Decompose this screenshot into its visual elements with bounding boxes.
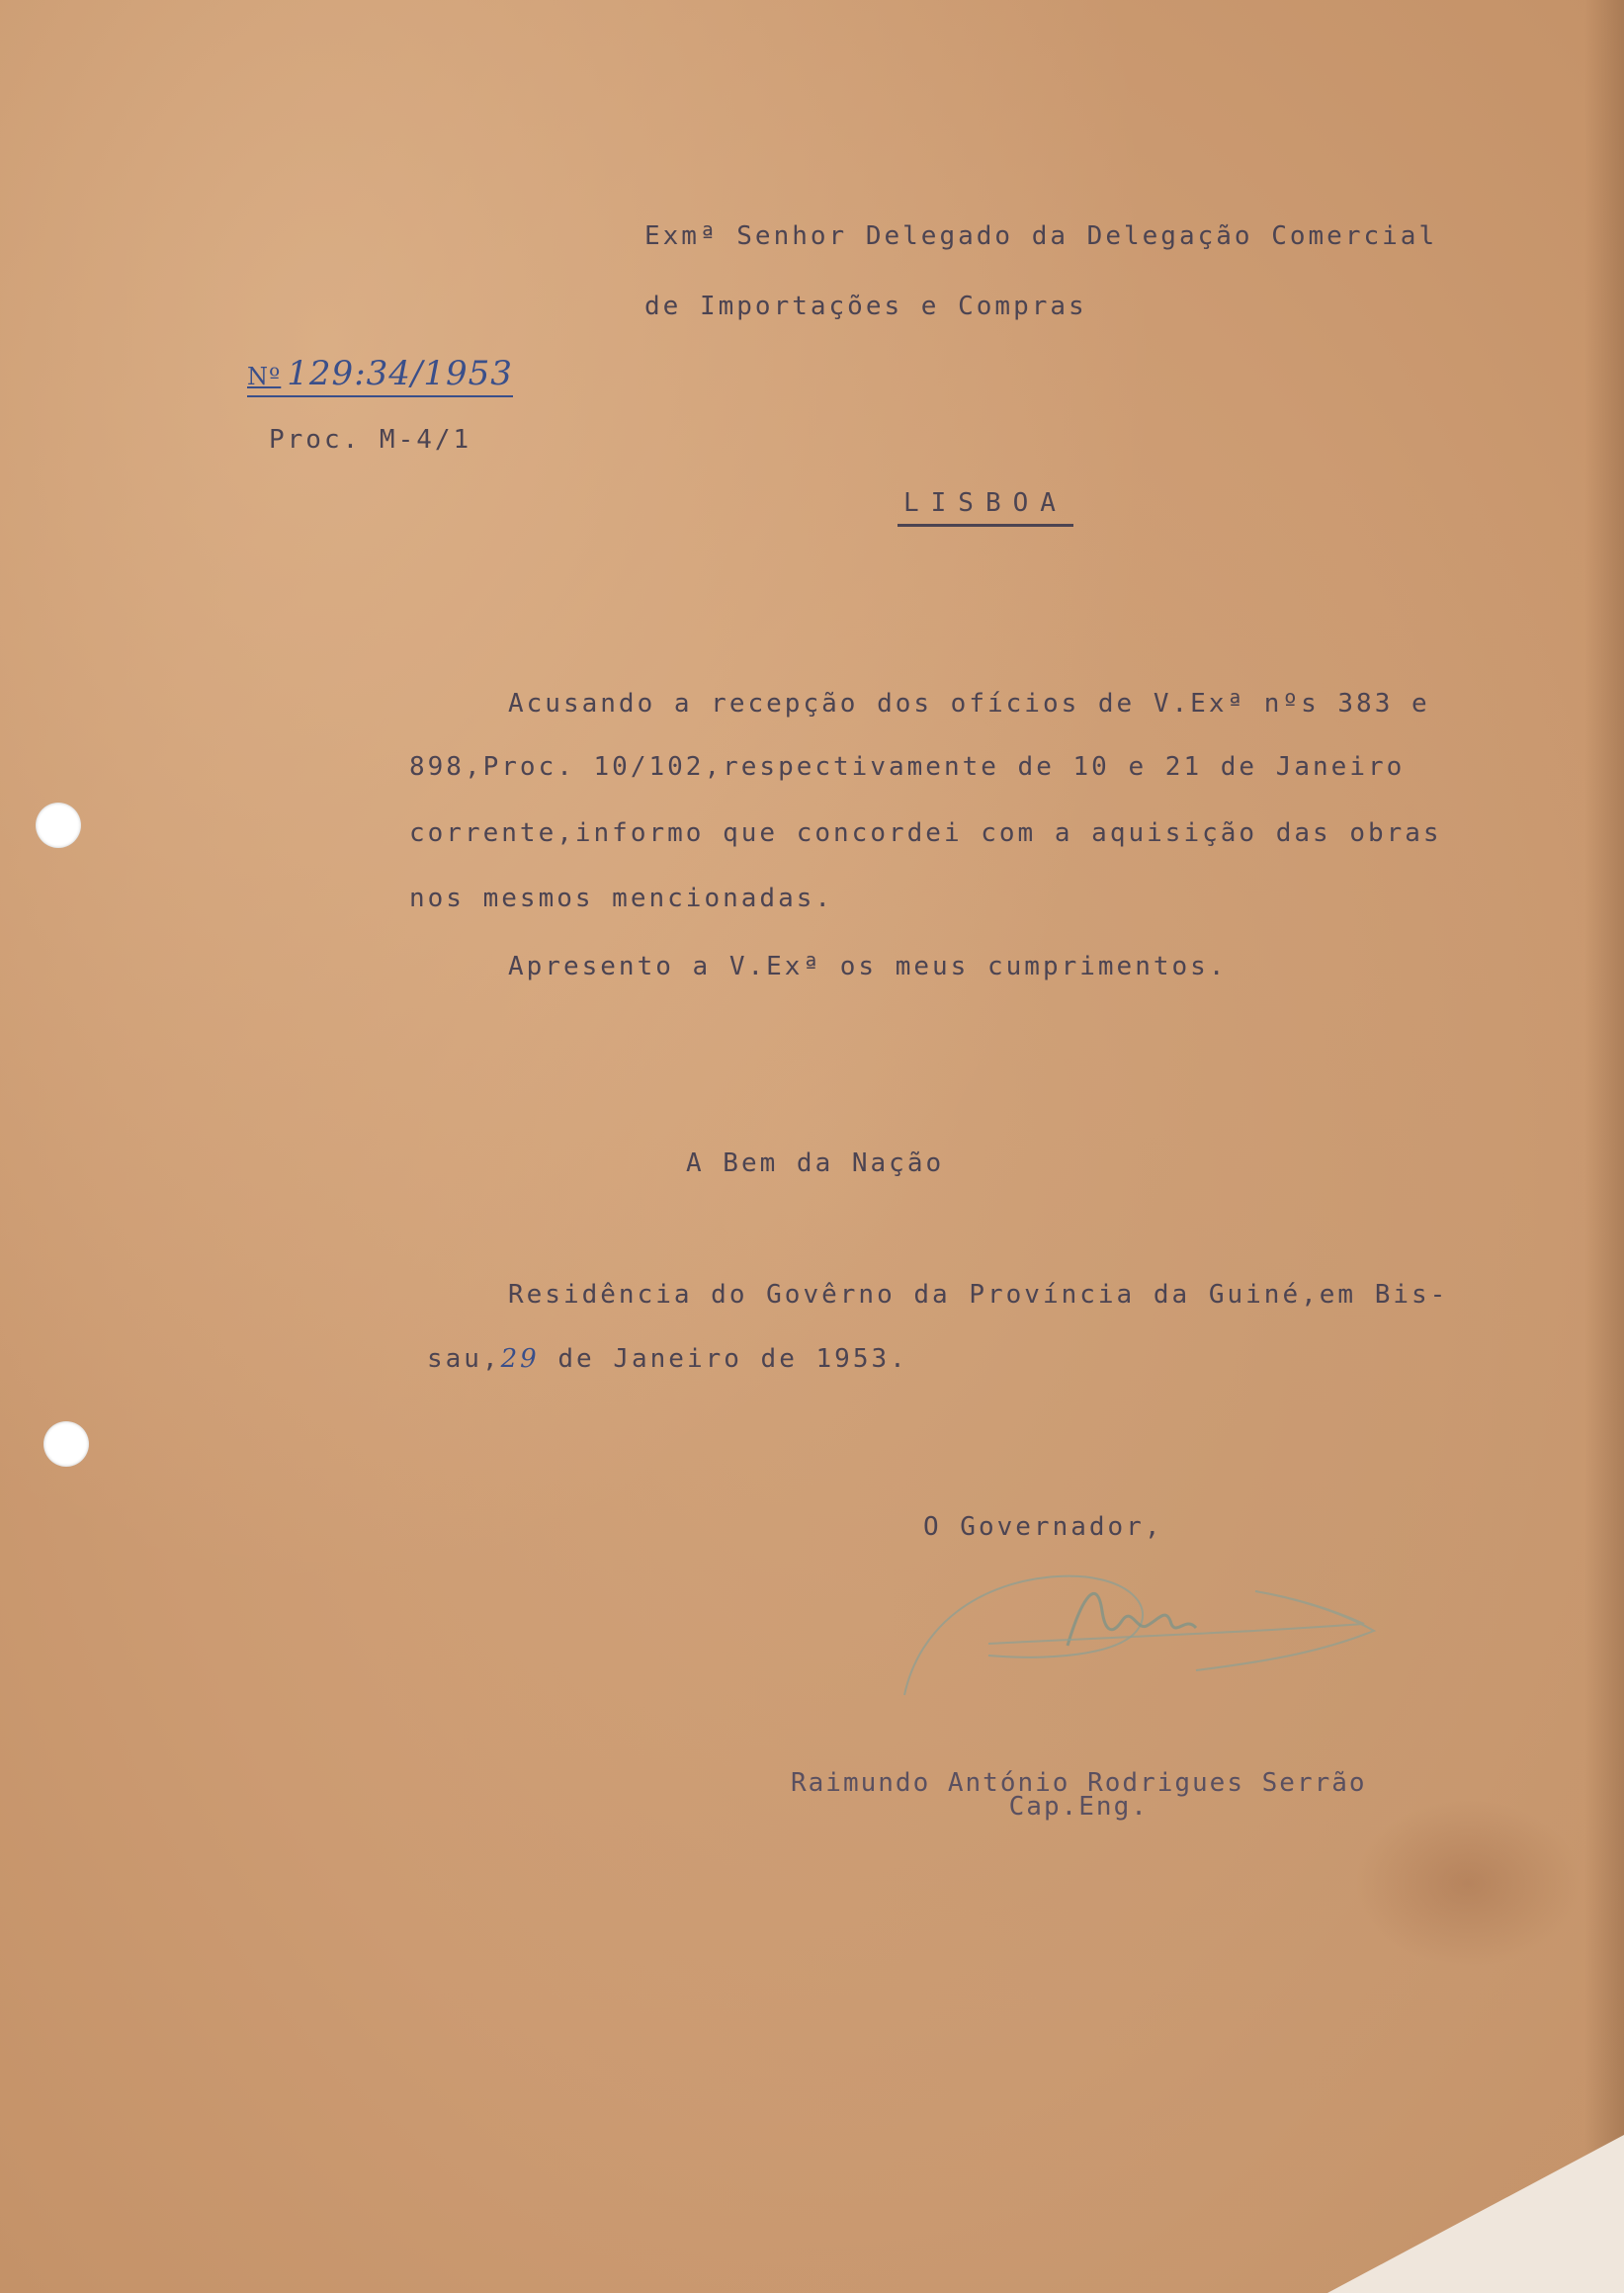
punch-hole-top (36, 803, 81, 848)
reference-number (247, 354, 513, 397)
destination-city: LISBOA (897, 488, 1073, 527)
torn-corner (1327, 2135, 1624, 2293)
page-edge-shadow (1584, 0, 1624, 2293)
addressee-line-1: Exmª Senhor Delegado da Delegação Comercial (644, 221, 1438, 251)
signatory-name: Raimundo António Rodrigues Serrão (791, 1768, 1367, 1798)
body-line-1: Acusando a recepção dos ofícios de V.Exª nºs 383 e (508, 689, 1430, 719)
place-date-end: de Janeiro de 1953. (539, 1344, 908, 1374)
place-date-line-2 (427, 1344, 908, 1374)
motto: A Bem da Nação (686, 1148, 945, 1178)
addressee-line-2: de Importações e Compras (644, 292, 1087, 321)
body-line-2: 898,Proc. 10/102,respectivamente de 10 e 21 de Janeiro (409, 752, 1406, 782)
signatory-block (791, 1768, 1367, 1822)
punch-hole-bottom (43, 1421, 89, 1467)
body-line-4: nos mesmos mencionadas. (409, 884, 834, 913)
handwritten-signature (899, 1537, 1394, 1705)
signatory-title: O Governador, (923, 1512, 1163, 1542)
reference-value: 129:34/1953 (287, 354, 513, 393)
handwritten-day: 29 (500, 1344, 540, 1374)
place-date-start: sau, (427, 1344, 501, 1374)
process-reference: Proc. M-4/1 (269, 425, 472, 455)
body-line-3: corrente,informo que concordei com a aquisição das obras (409, 818, 1442, 848)
reference-prefix: Nº (247, 363, 282, 390)
signatory-rank: Cap.Eng. (1008, 1792, 1149, 1822)
place-date-line-1: Residência do Govêrno da Província da Guiné,em Bis- (508, 1280, 1449, 1310)
paper-stain (1354, 1799, 1581, 1967)
closing-line: Apresento a V.Exª os meus cumprimentos. (508, 952, 1228, 981)
